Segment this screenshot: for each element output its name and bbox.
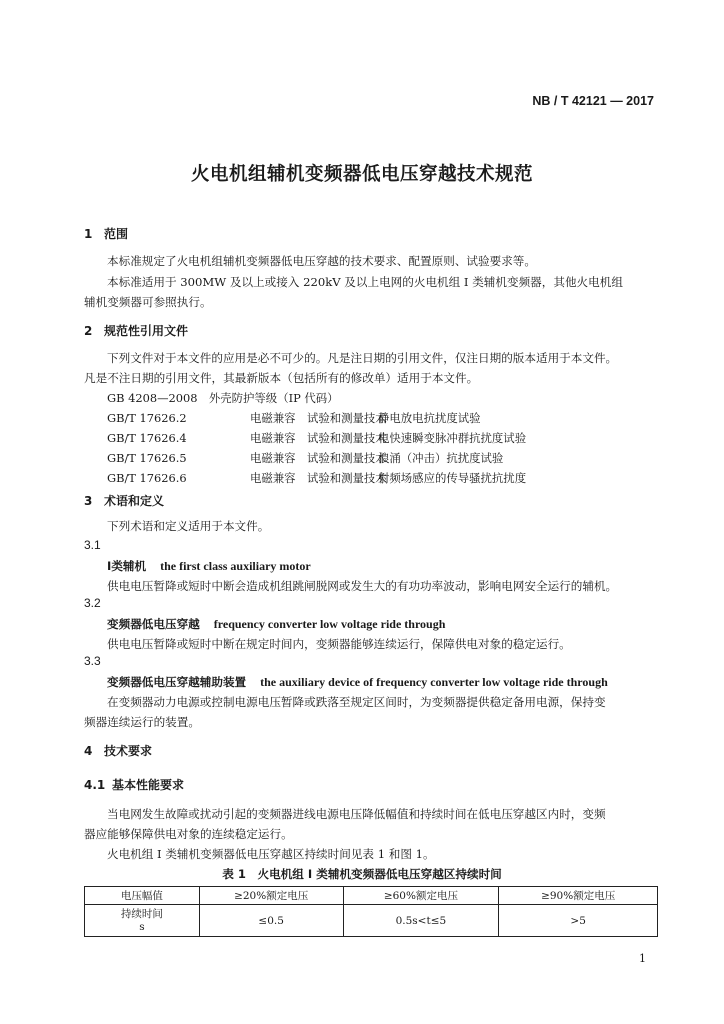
term-definition: 供电电压暂降或短时中断在规定时间内，变频器能够连续运行，保障供电对象的稳定运行。	[107, 637, 571, 651]
reference-item	[107, 430, 526, 446]
term-definition: 供电电压暂降或短时中断会造成机组跳闸脱网或发生大的有功功率波动，影响电网安全运行的辅机。	[107, 579, 618, 593]
term-number: 3.1	[84, 538, 101, 552]
term-cn: 变频器低电压穿越辅助装置	[107, 675, 247, 689]
section-3-number: 3	[84, 494, 93, 508]
row-label-unit: s	[139, 920, 145, 933]
table-header-row	[85, 887, 658, 905]
section-2-heading	[84, 322, 188, 339]
section-4-title: 技术要求	[104, 744, 153, 758]
reference-item: GB 4208—2008 外壳防护等级（IP 代码）	[107, 391, 339, 405]
section-3-heading	[84, 492, 164, 509]
term-cn: 变频器低电压穿越	[107, 617, 200, 631]
section-1-heading	[84, 225, 128, 242]
reference-title: 静电放电抗扰度试验	[378, 411, 481, 425]
reference-series: 电磁兼容 试验和测量技术	[250, 471, 387, 485]
page-number: 1	[639, 952, 646, 965]
reference-series: 电磁兼容 试验和测量技术	[250, 431, 387, 445]
term-en: the auxiliary device of frequency converter low voltage ride through	[260, 675, 608, 689]
section-3-title: 术语和定义	[104, 494, 165, 508]
table-1	[84, 886, 658, 937]
section-4-para-2: 火电机组 I 类辅机变频器低电压穿越区持续时间见表 1 和图 1。	[107, 847, 435, 861]
term-definition-cont: 频器连续运行的装置。	[84, 715, 200, 729]
term-number: 3.3	[84, 654, 101, 668]
term-en: the first class auxiliary motor	[160, 559, 311, 573]
section-1-para-2-cont: 辅机变频器可参照执行。	[84, 295, 212, 309]
section-1-number: 1	[84, 227, 93, 241]
term-heading	[107, 674, 608, 690]
reference-item	[107, 450, 503, 466]
section-1-para-1: 本标准规定了火电机组辅机变频器低电压穿越的技术要求、配置原则、试验要求等。	[107, 254, 536, 268]
table-cell: 0.5s<t≤5	[343, 905, 499, 937]
section-4-number: 4	[84, 744, 93, 758]
section-4-para-1: 当电网发生故障或扰动引起的变频器进线电源电压降低幅值和持续时间在低电压穿越区内时，变频	[107, 807, 606, 821]
reference-item	[107, 470, 526, 486]
reference-series: 电磁兼容 试验和测量技术	[250, 451, 387, 465]
reference-title: 浪涌（冲击）抗扰度试验	[378, 451, 504, 465]
table-header-cell: ≥60%额定电压	[343, 887, 499, 905]
term-en: frequency converter low voltage ride through	[213, 617, 446, 631]
table-cell: >5	[499, 905, 658, 937]
table-header-cell: ≥20%额定电压	[199, 887, 343, 905]
term-heading	[107, 616, 445, 632]
section-4-para-1-cont: 器应能够保障供电对象的连续稳定运行。	[84, 827, 293, 841]
reference-code: GB/T 17626.6	[107, 471, 187, 485]
reference-title: 射频场感应的传导骚扰抗扰度	[378, 471, 527, 485]
term-number: 3.2	[84, 596, 101, 610]
reference-title: 电快速瞬变脉冲群抗扰度试验	[378, 431, 527, 445]
section-2-number: 2	[84, 324, 93, 338]
section-2-para-1: 下列文件对于本文件的应用是必不可少的。凡是注日期的引用文件，仅注日期的版本适用于本文件。	[107, 351, 618, 365]
section-1-title: 范围	[104, 227, 129, 241]
subsection-4-1-title: 基本性能要求	[112, 778, 185, 792]
standard-number: NB / T 42121 — 2017	[532, 94, 654, 108]
term-heading	[107, 558, 311, 574]
subsection-4-1-heading	[84, 776, 184, 793]
reference-series: 电磁兼容 试验和测量技术	[250, 411, 387, 425]
reference-item	[107, 410, 481, 426]
reference-code: GB/T 17626.4	[107, 431, 187, 445]
table-header-cell: 电压幅值	[85, 887, 200, 905]
term-definition: 在变频器动力电源或控制电源电压暂降或跌落至规定区间时，为变频器提供稳定备用电源，保持变	[107, 695, 606, 709]
table-cell: ≤0.5	[199, 905, 343, 937]
row-label-line: 持续时间	[120, 907, 163, 920]
table-row	[85, 905, 658, 937]
section-4-heading	[84, 742, 152, 759]
table-header-cell: ≥90%额定电压	[499, 887, 658, 905]
term-cn: Ⅰ类辅机	[107, 559, 147, 573]
document-title: 火电机组辅机变频器低电压穿越技术规范	[190, 164, 533, 185]
table-row-label	[85, 905, 200, 937]
table-1-caption: 表 1 火电机组 Ⅰ 类辅机变频器低电压穿越区持续时间	[222, 867, 502, 881]
section-1-para-2: 本标准适用于 300MW 及以上或接入 220kV 及以上电网的火电机组 I 类辅机变频器，其他火电机组	[107, 275, 623, 289]
reference-code: GB/T 17626.5	[107, 451, 187, 465]
section-2-title: 规范性引用文件	[104, 324, 189, 338]
reference-code: GB/T 17626.2	[107, 411, 187, 425]
section-2-para-1-cont: 凡是不注日期的引用文件，其最新版本（包括所有的修改单）适用于本文件。	[84, 371, 479, 385]
section-3-para-1: 下列术语和定义适用于本文件。	[107, 519, 270, 533]
subsection-4-1-number: 4.1	[84, 778, 106, 792]
